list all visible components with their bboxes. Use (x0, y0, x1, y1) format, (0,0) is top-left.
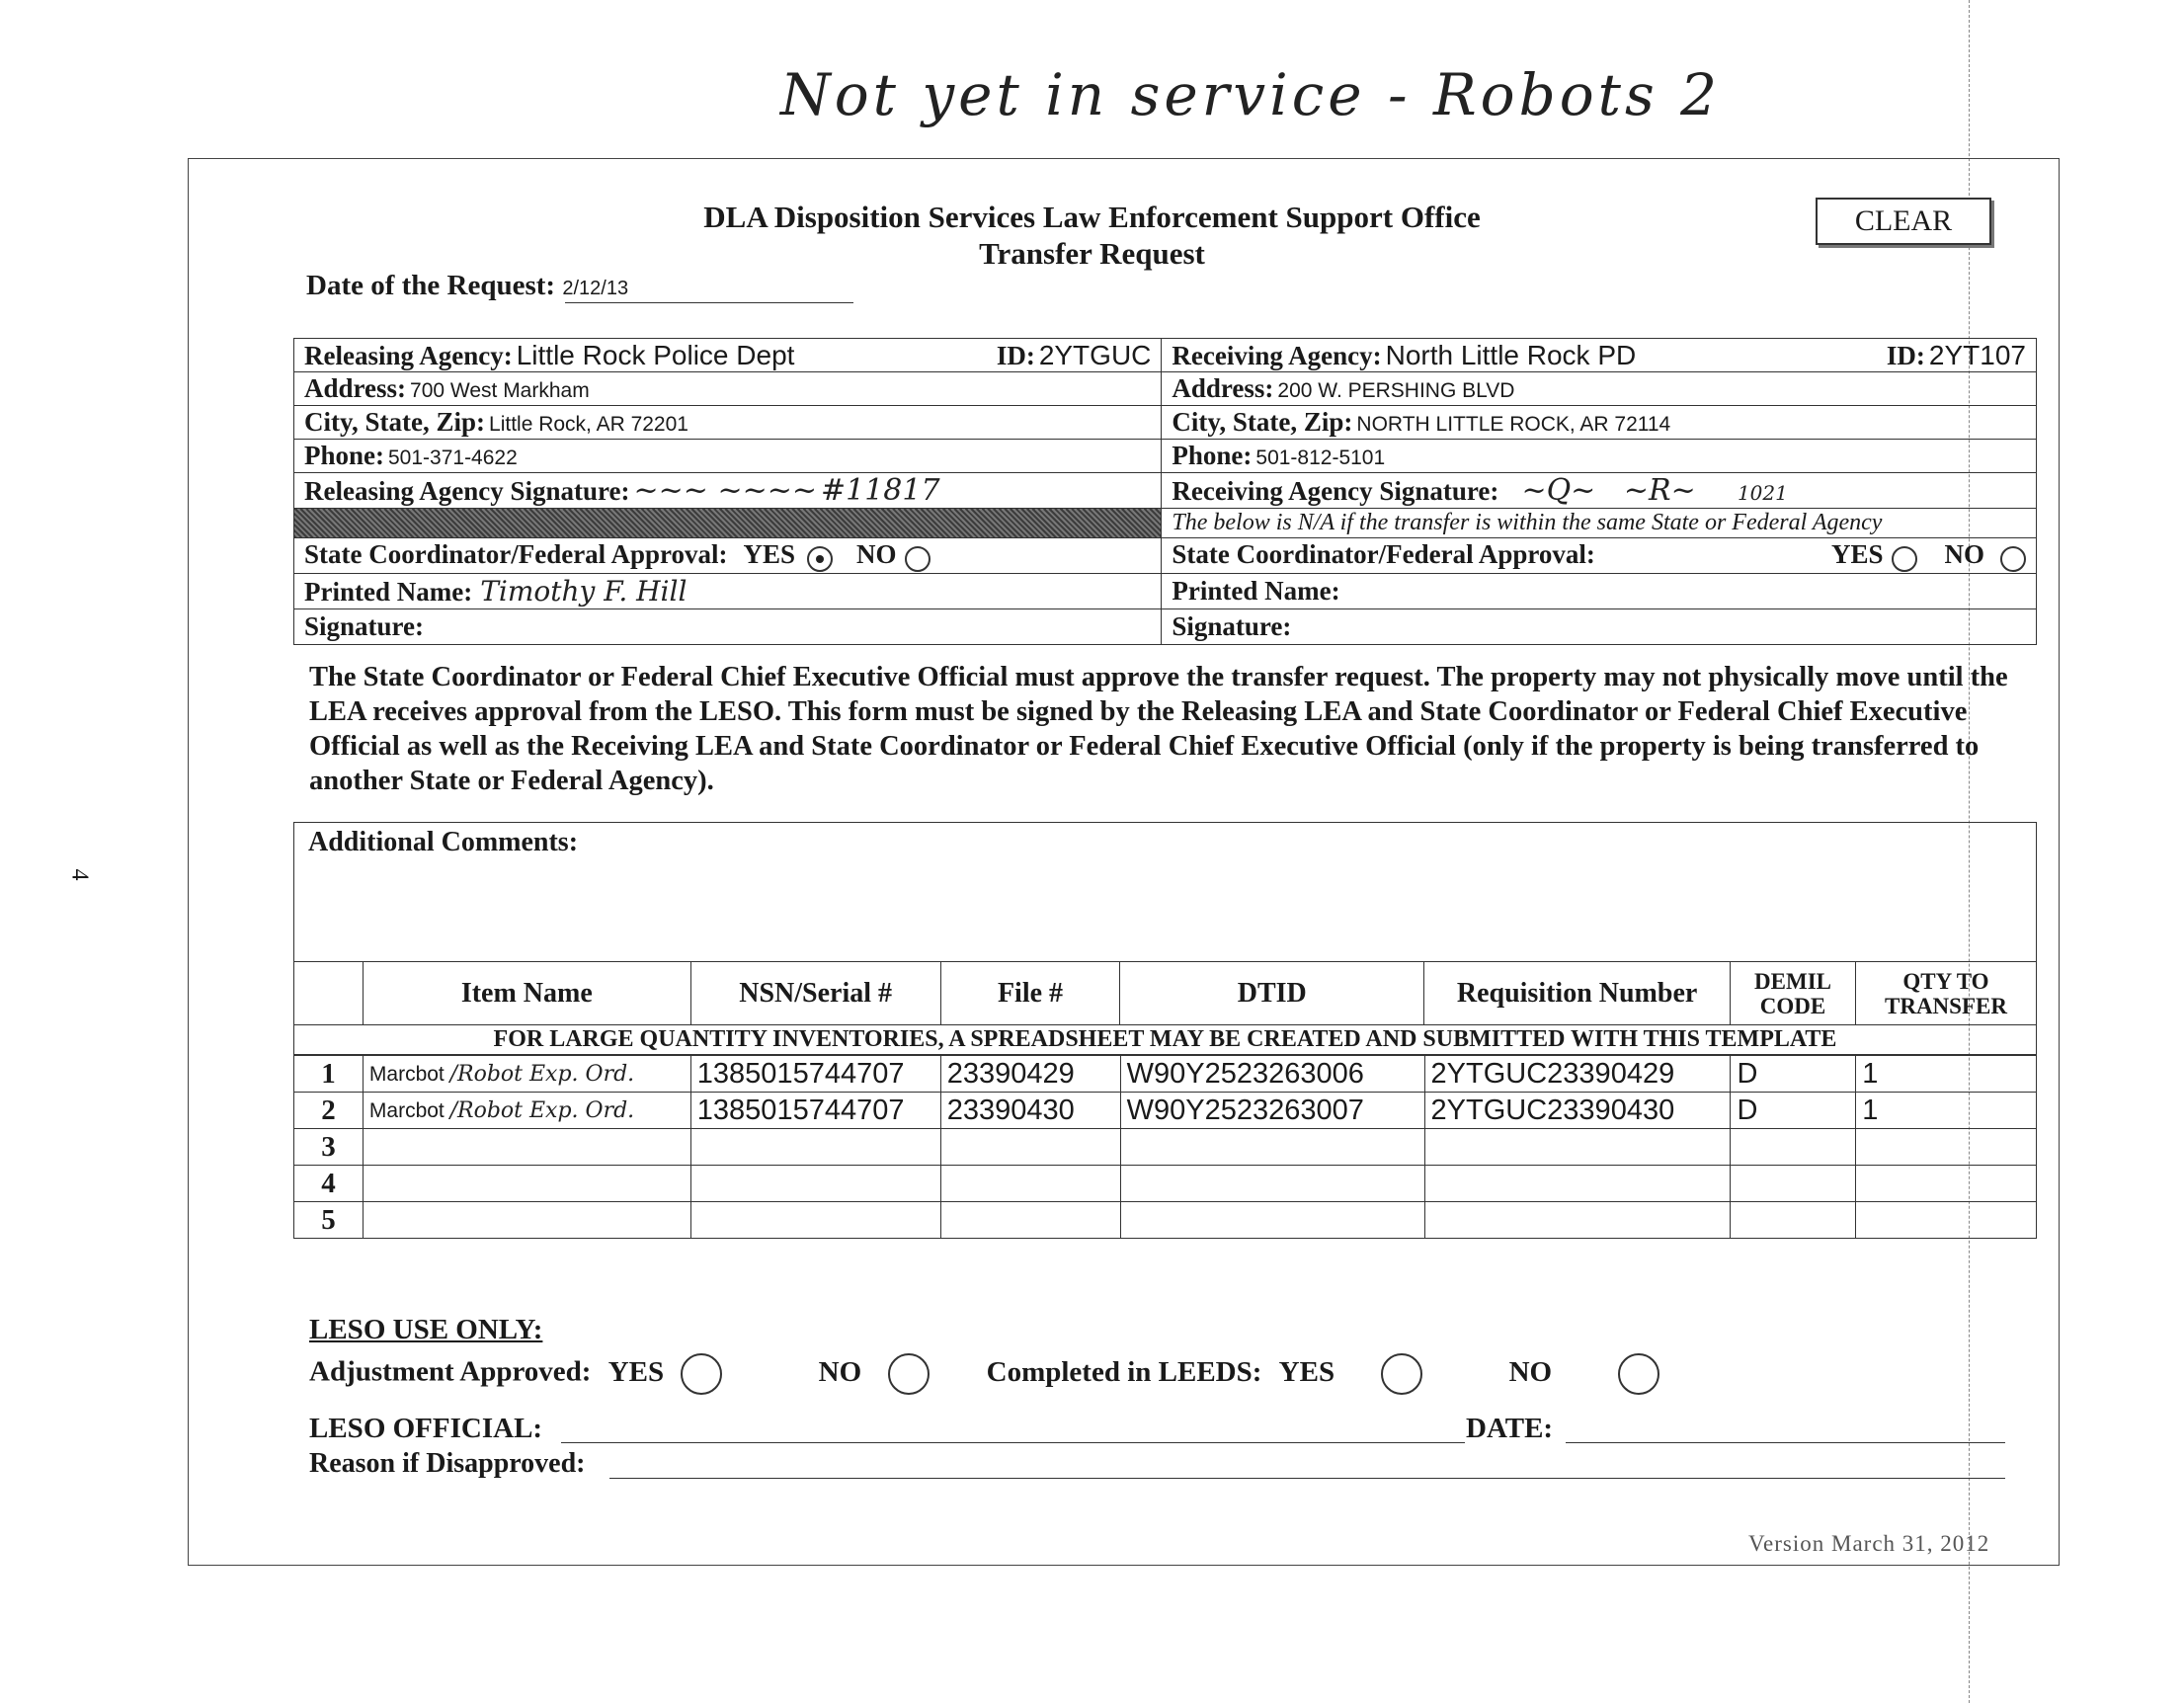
table-row: 4 (294, 1166, 2037, 1202)
form-title: DLA Disposition Services Law Enforcement Support Office (703, 200, 1481, 234)
col-demil-code: DEMIL CODE (1731, 962, 1856, 1025)
leso-official-label: LESO OFFICIAL: (309, 1413, 543, 1444)
releasing-signature-scribble: ~~~ ~~~~ (633, 473, 817, 508)
date-label: Date of the Request: (306, 270, 556, 301)
releasing-approval-yes-radio[interactable] (807, 546, 833, 572)
reason-label: Reason if Disapproved: (309, 1448, 586, 1479)
table-row: 1 Marcbot /Robot Exp. Ord. 1385015744707 23390429 W90Y2523263006 2YTGUC23390429 D 1 (294, 1056, 2037, 1093)
releasing-agency-cell[interactable]: Releasing Agency: Little Rock Police Dept ID: 2YTGUC (294, 339, 1162, 372)
reason-line[interactable] (609, 1478, 2005, 1479)
leeds-no-radio[interactable] (1618, 1353, 1659, 1395)
clear-button[interactable]: CLEAR (1816, 198, 1991, 245)
approval-notice: The State Coordinator or Federal Chief Executive Official must approve the transfer request. The property may not physically move until the LEA receives approval from the LESO. This form must be signed by the Releasing LEA and State Coordinator or Federal Chief Executive Official as well as the Receiving LEA and State Coordinator or Federal Chief Executive Official (only if the property is being transferred to another State or Federal Agency). (309, 662, 2008, 796)
page-marker: 4 (66, 868, 93, 881)
col-nsn: NSN/Serial # (690, 962, 940, 1025)
receiving-agency-value[interactable]: North Little Rock PD (1385, 339, 1637, 370)
date-value[interactable]: 2/12/13 (562, 278, 629, 299)
receiving-phone-cell[interactable]: Phone: 501-812-5101 (1162, 440, 2037, 473)
items-table (293, 961, 2037, 1055)
na-note-cell: The below is N/A if the transfer is within the same State or Federal Agency (1162, 509, 2037, 538)
col-requisition: Requisition Number (1424, 962, 1731, 1025)
shaded-cell (294, 509, 1162, 538)
receiving-printed-name-cell[interactable]: Printed Name: (1162, 574, 2037, 609)
releasing-signature-cell[interactable]: Releasing Agency Signature: ~~~ ~~~~ #11817 (294, 473, 1162, 509)
releasing-agency-value[interactable]: Little Rock Police Dept (516, 339, 795, 370)
adjustment-yes-radio[interactable] (681, 1353, 722, 1395)
receiving-id-value[interactable]: 2YT107 (1928, 339, 2026, 370)
handwritten-note: Not yet in service - Robots 2 (780, 61, 1722, 128)
releasing-csz-cell[interactable]: City, State, Zip: Little Rock, AR 72201 (294, 406, 1162, 440)
table-row: 5 (294, 1202, 2037, 1239)
releasing-signature-value: #11817 (821, 473, 940, 508)
col-qty: QTY TO TRANSFER (1855, 962, 2036, 1025)
receiving-agency-cell[interactable]: Receiving Agency: North Little Rock PD ID: 2YT107 (1162, 339, 2037, 372)
col-file: File # (940, 962, 1120, 1025)
receiving-signature-scribble: ~Q~ ~R~ (1502, 473, 1734, 508)
col-dtid: DTID (1120, 962, 1424, 1025)
comments-label: Additional Comments: (308, 827, 579, 857)
leeds-yes-radio[interactable] (1381, 1353, 1422, 1395)
items-banner: FOR LARGE QUANTITY INVENTORIES, A SPREADSHEET MAY BE CREATED AND SUBMITTED WITH THIS TEMPLATE (294, 1025, 2037, 1055)
table-row: 3 (294, 1129, 2037, 1166)
col-item-name: Item Name (363, 962, 690, 1025)
leso-official-line[interactable] (561, 1442, 1465, 1443)
receiving-signature2-cell[interactable]: Signature: (1162, 609, 2037, 645)
leso-heading: LESO USE ONLY: (309, 1314, 543, 1345)
form-subtitle: Transfer Request (979, 236, 1205, 271)
receiving-approval-yes-radio[interactable] (1892, 546, 1917, 572)
releasing-phone-cell[interactable]: Phone: 501-371-4622 (294, 440, 1162, 473)
table-row: 2 Marcbot /Robot Exp. Ord. 1385015744707 23390430 W90Y2523263007 2YTGUC23390430 D 1 (294, 1093, 2037, 1129)
releasing-approval-no-radio[interactable] (905, 546, 930, 572)
adjustment-no-radio[interactable] (888, 1353, 930, 1395)
releasing-signature2-cell[interactable]: Signature: (294, 609, 1162, 645)
version-label: Version March 31, 2012 (1748, 1531, 1990, 1556)
leso-date-label: DATE: (1466, 1413, 1554, 1444)
receiving-csz-cell[interactable]: City, State, Zip: NORTH LITTLE ROCK, AR 72114 (1162, 406, 2037, 440)
leso-approval-row: Adjustment Approved: YES NO Completed in LEEDS: YES NO (309, 1353, 1850, 1403)
agency-table (293, 338, 2037, 645)
releasing-approval-cell: State Coordinator/Federal Approval: YES NO (294, 538, 1162, 574)
receiving-approval-cell: State Coordinator/Federal Approval: YES NO (1162, 538, 2037, 574)
date-of-request (306, 270, 628, 302)
comments-box[interactable] (293, 822, 2037, 962)
items-rows (293, 1055, 2037, 1239)
leso-date-line[interactable] (1566, 1442, 2005, 1443)
receiving-signature-cell[interactable]: Receiving Agency Signature: ~Q~ ~R~ 1021 (1162, 473, 2037, 509)
releasing-address-cell[interactable]: Address: 700 West Markham (294, 372, 1162, 406)
releasing-id-value[interactable]: 2YTGUC (1038, 339, 1152, 370)
date-underline (565, 302, 853, 303)
receiving-approval-no-radio[interactable] (2000, 546, 2026, 572)
receiving-signature-value: 1021 (1737, 481, 1788, 505)
receiving-address-cell[interactable]: Address: 200 W. PERSHING BLVD (1162, 372, 2037, 406)
releasing-printed-name-value: Timothy F. Hill (480, 575, 688, 608)
releasing-printed-name-cell[interactable]: Printed Name: Timothy F. Hill (294, 574, 1162, 609)
